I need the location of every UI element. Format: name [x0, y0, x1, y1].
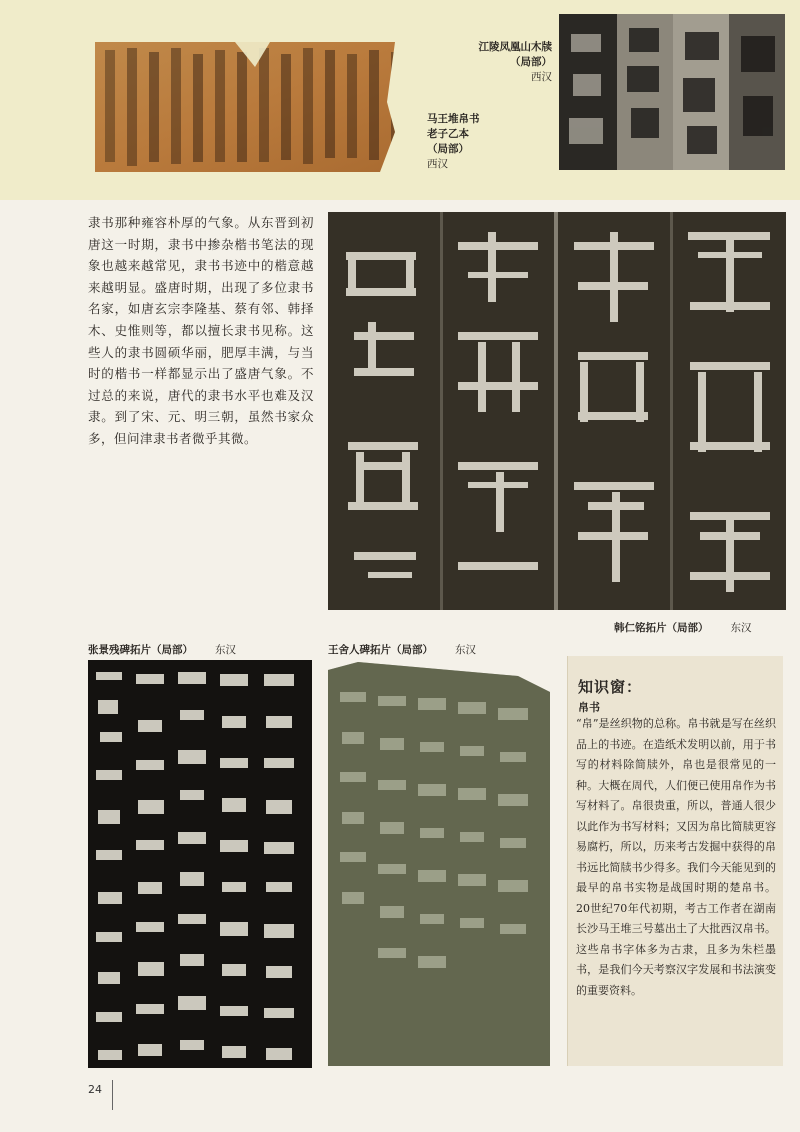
jiangling-caption	[440, 40, 552, 85]
body-paragraph: 隶书那种雍容朴厚的气象。从东晋到初唐这一时期，隶书中掺杂楷书笔法的现象也越来越常见，隶书书迹中的楷意越来越明显。盛唐时期，出现了多位隶书名家，如唐玄宗李隆基、蔡有邻、韩择木、史惟则等，都以擅长隶书见称。这些人的隶书圆硕华丽，肥厚丰满，与当时的楷书一样都显示出了盛唐气象。不过总的来说，唐代的隶书水平也难及汉隶。到了宋、元、明三朝，虽然书家众多，但问津隶书者微乎其微。	[88, 215, 314, 446]
wangsheren-rubbing-image	[328, 662, 550, 1066]
wangsheren-caption	[328, 642, 476, 657]
knowledge-window-title: 知识窗：	[578, 678, 643, 696]
knowledge-window-subtitle: 帛书	[578, 701, 600, 714]
hanren-rubbing-image	[328, 212, 786, 610]
wangsheren-dynasty: 东汉	[455, 644, 476, 656]
hanren-caption	[614, 620, 752, 635]
mawangdui-caption-line-1: 马王堆帛书	[427, 113, 480, 125]
zhangjing-caption	[88, 642, 236, 657]
page-number: 24	[88, 1083, 102, 1096]
hanren-caption-title: 韩仁铭拓片（局部）	[614, 622, 709, 634]
page-rule	[112, 1080, 113, 1110]
jiangling-caption-line-1: 江陵凤凰山木牍	[478, 41, 552, 53]
hanren-dynasty: 东汉	[730, 622, 752, 634]
jiangling-dynasty: 西汉	[531, 71, 552, 83]
mawangdui-caption-line-2: 老子乙本	[427, 128, 469, 140]
zhangjing-rubbing-image	[88, 660, 312, 1068]
knowledge-window-text: “帛”是丝织物的总称。帛书就是写在丝织品上的书迹。在造纸术发明以前，用于书写的材料除简牍外，帛也是很常见的一种。大概在周代，人们便已使用帛作为书写材料了。帛很贵重，所以，普通人很少以此作为书写材料；又因为帛比简牍更容易腐朽，所以，历来考古发掘中获得的帛书远比简牍书少得多。我们今天能见到的最早的帛书实物是战国时期的楚帛书。20世纪70年代初期，考古工作者在湖南长沙马王堆三号墓出土了大批西汉帛书。这些帛书字体多为古隶，且多为朱栏墨书，是我们今天考察汉字发展和书法演变的重要资料。	[576, 717, 776, 997]
mawangdui-dynasty: 西汉	[427, 158, 448, 170]
zhangjing-dynasty: 东汉	[215, 644, 236, 656]
mawangdui-caption	[427, 112, 480, 172]
wangsheren-caption-title: 王舍人碑拓片（局部）	[328, 644, 433, 656]
mawangdui-silk-image	[95, 42, 422, 172]
jiangling-caption-line-2: （局部）	[510, 56, 552, 68]
jiangling-tablet-image	[559, 14, 785, 170]
mawangdui-caption-line-3: （局部）	[427, 143, 469, 155]
zhangjing-caption-title: 张景残碑拓片（局部）	[88, 644, 193, 656]
